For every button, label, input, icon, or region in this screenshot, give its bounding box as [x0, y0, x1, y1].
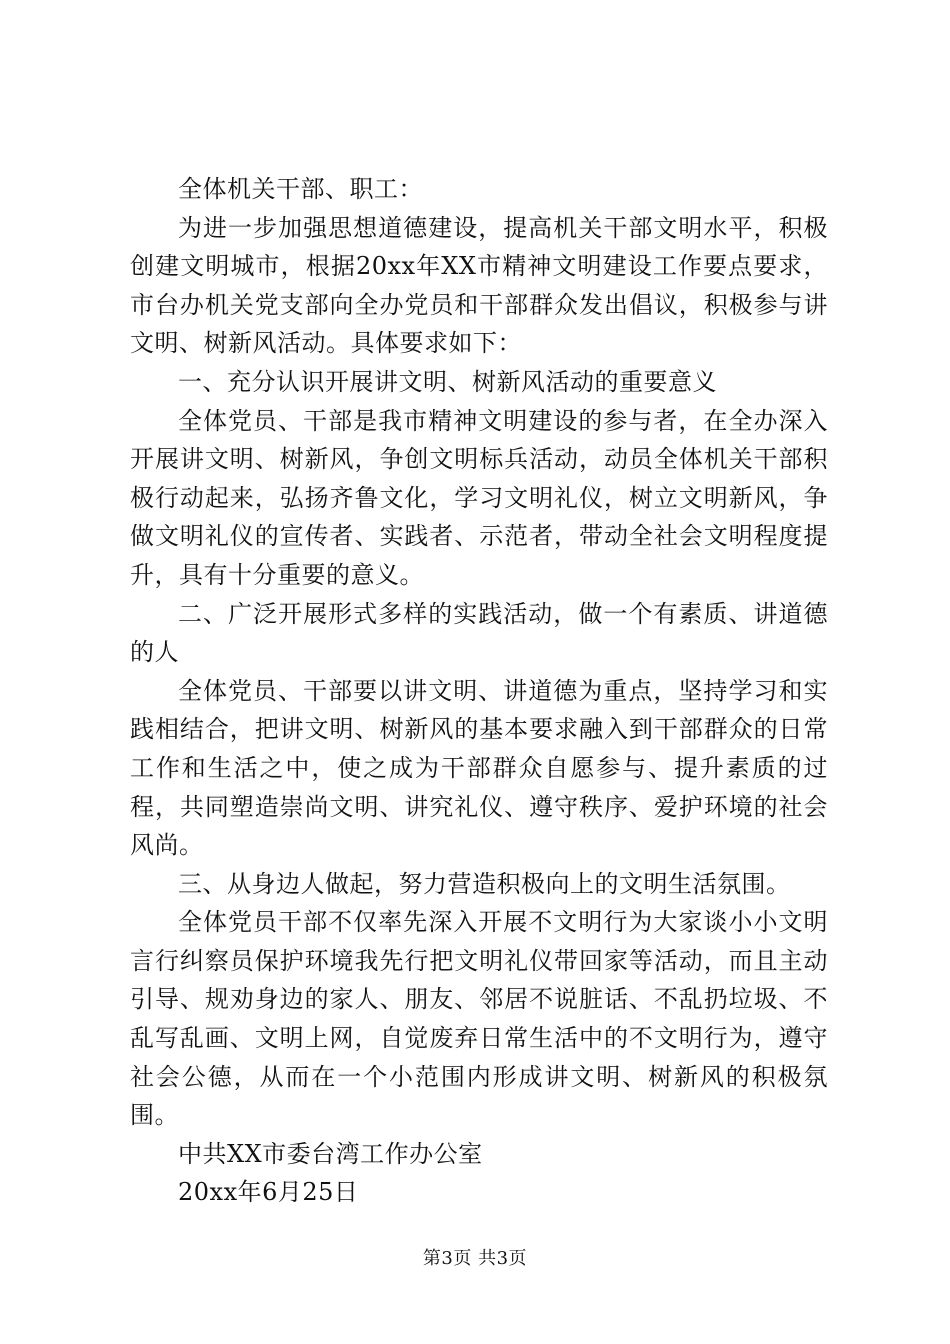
section-paragraph-2: 全体党员、干部要以讲文明、讲道德为重点，坚持学习和实践相结合，把讲文明、树新风的基本要求融入到干部群众的日常工作和生活之中，使之成为干部群众自愿参与、提升素质的过程，共同塑造崇尚文明、讲究礼仪、遵守秩序、爱护环境的社会风尚。 — [130, 676, 828, 860]
document-body — [130, 170, 828, 1212]
section-paragraph-3: 全体党员干部不仅率先深入开展不文明行为大家谈小小文明言行纠察员保护环境我先行把文明礼仪带回家等活动，而且主动引导、规劝身边的家人、朋友、邻居不说脏话、不乱扔垃圾、不乱写乱画、文明上网，自觉废弃日常生活中的不文明行为，遵守社会公德，从而在一个小范围内形成讲文明、树新风的积极氛围。 — [130, 908, 828, 1130]
section-heading-1: 一、充分认识开展讲文明、树新风活动的重要意义 — [178, 367, 717, 396]
section-heading-3: 三、从身边人做起，努力营造积极向上的文明生活氛围。 — [178, 869, 791, 898]
intro-paragraph: 为进一步加强思想道德建设，提高机关干部文明水平，积极创建文明城市，根据20xx年XX市精神文明建设工作要点要求，市台办机关党支部向全办党员和干部群众发出倡议，积极参与讲文明、树新风活动。具体要求如下： — [130, 213, 828, 358]
salutation: 全体机关干部、职工： — [178, 175, 423, 203]
signature: 中共XX市委台湾工作办公室 — [178, 1139, 483, 1168]
page-number-footer: 第3页 共3页 — [422, 1248, 528, 1269]
date: 20xx年6月25日 — [178, 1178, 359, 1207]
section-heading-2: 二、广泛开展形式多样的实践活动，做一个有素质、讲道德的人 — [130, 599, 828, 667]
section-paragraph-1: 全体党员、干部是我市精神文明建设的参与者，在全办深入开展讲文明、树新风，争创文明标兵活动，动员全体机关干部积极行动起来，弘扬齐鲁文化，学习文明礼仪，树立文明新风，争做文明礼仪的宣传者、实践者、示范者，带动全社会文明程度提升，具有十分重要的意义。 — [130, 406, 828, 589]
